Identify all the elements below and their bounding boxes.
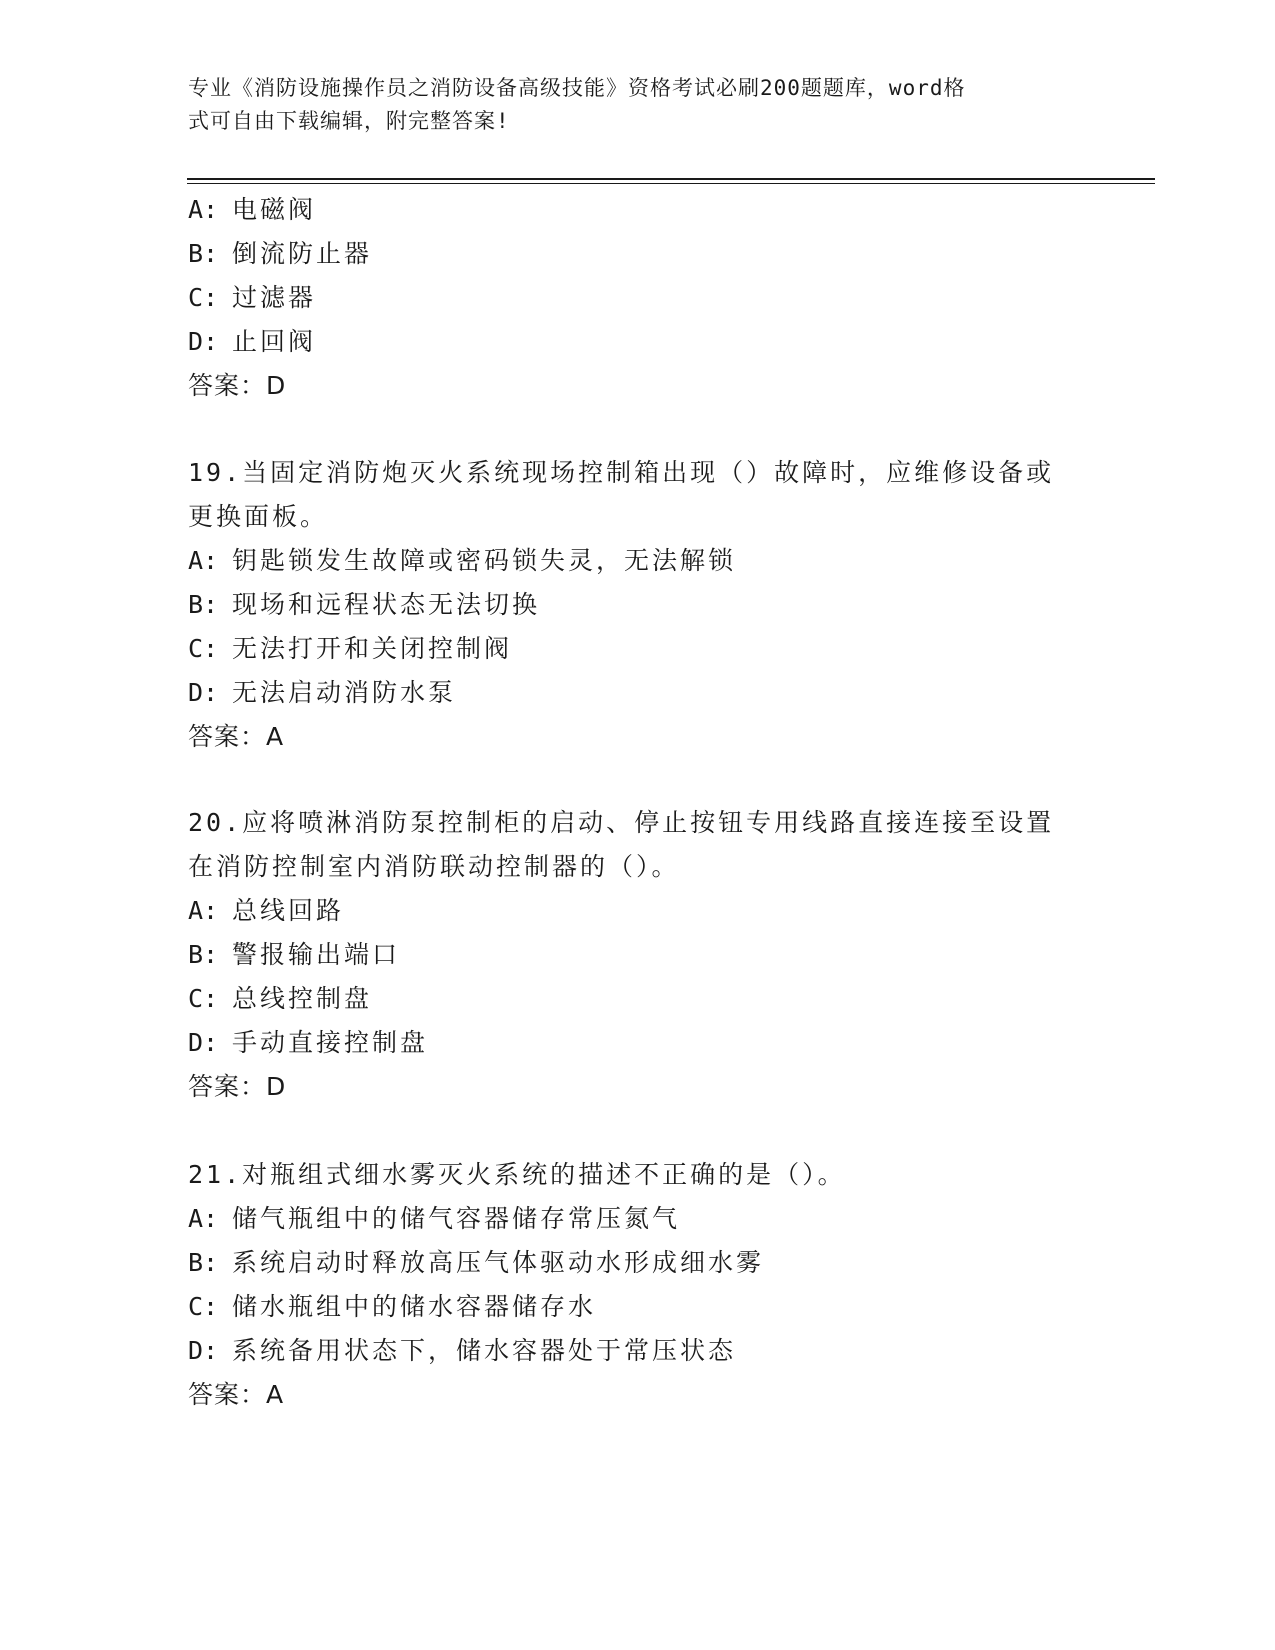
q21-option-c: C: 储水瓶组中的储水容器储存水 xyxy=(188,1292,597,1321)
q20-option-d: D: 手动直接控制盘 xyxy=(188,1028,429,1057)
q18-option-a: A: 电磁阀 xyxy=(188,195,317,224)
q18-option-c: C: 过滤器 xyxy=(188,283,317,312)
q19-option-c: C: 无法打开和关闭控制阀 xyxy=(188,634,513,663)
q19-answer: 答案：A xyxy=(188,722,285,751)
q19-option-b: B: 现场和远程状态无法切换 xyxy=(188,590,541,619)
q20-stem-line-2: 在消防控制室内消防联动控制器的（）。 xyxy=(188,852,680,881)
q18-option-d: D: 止回阀 xyxy=(188,327,317,356)
document-header xyxy=(188,72,1088,138)
q21-stem-line-1: 21.对瓶组式细水雾灭火系统的描述不正确的是（）。 xyxy=(188,1160,846,1189)
q19-option-d: D: 无法启动消防水泵 xyxy=(188,678,457,707)
header-divider-thick xyxy=(187,178,1155,180)
header-line-2: 式可自由下载编辑，附完整答案! xyxy=(188,109,510,133)
q20-option-a: A: 总线回路 xyxy=(188,896,345,925)
q21-answer: 答案：A xyxy=(188,1380,285,1409)
q18-answer: 答案：D xyxy=(188,371,287,400)
q19-option-a: A: 钥匙锁发生故障或密码锁失灵，无法解锁 xyxy=(188,546,737,575)
q20-stem-line-1: 20.应将喷淋消防泵控制柜的启动、停止按钮专用线路直接连接至设置 xyxy=(188,808,1055,837)
q21-option-b: B: 系统启动时释放高压气体驱动水形成细水雾 xyxy=(188,1248,765,1277)
q19-stem-line-2: 更换面板。 xyxy=(188,502,329,531)
q19-stem-line-1: 19.当固定消防炮灭火系统现场控制箱出现（）故障时，应维修设备或 xyxy=(188,458,1055,487)
q20-option-c: C: 总线控制盘 xyxy=(188,984,373,1013)
q21-option-d: D: 系统备用状态下，储水容器处于常压状态 xyxy=(188,1336,737,1365)
header-line-1: 专业《消防设施操作员之消防设备高级技能》资格考试必刷200题题库，word格 xyxy=(188,76,966,100)
q21-option-a: A: 储气瓶组中的储气容器储存常压氮气 xyxy=(188,1204,681,1233)
q20-option-b: B: 警报输出端口 xyxy=(188,940,401,969)
header-divider-thin xyxy=(187,183,1155,184)
q20-answer: 答案：D xyxy=(188,1072,287,1101)
q18-option-b: B: 倒流防止器 xyxy=(188,239,373,268)
